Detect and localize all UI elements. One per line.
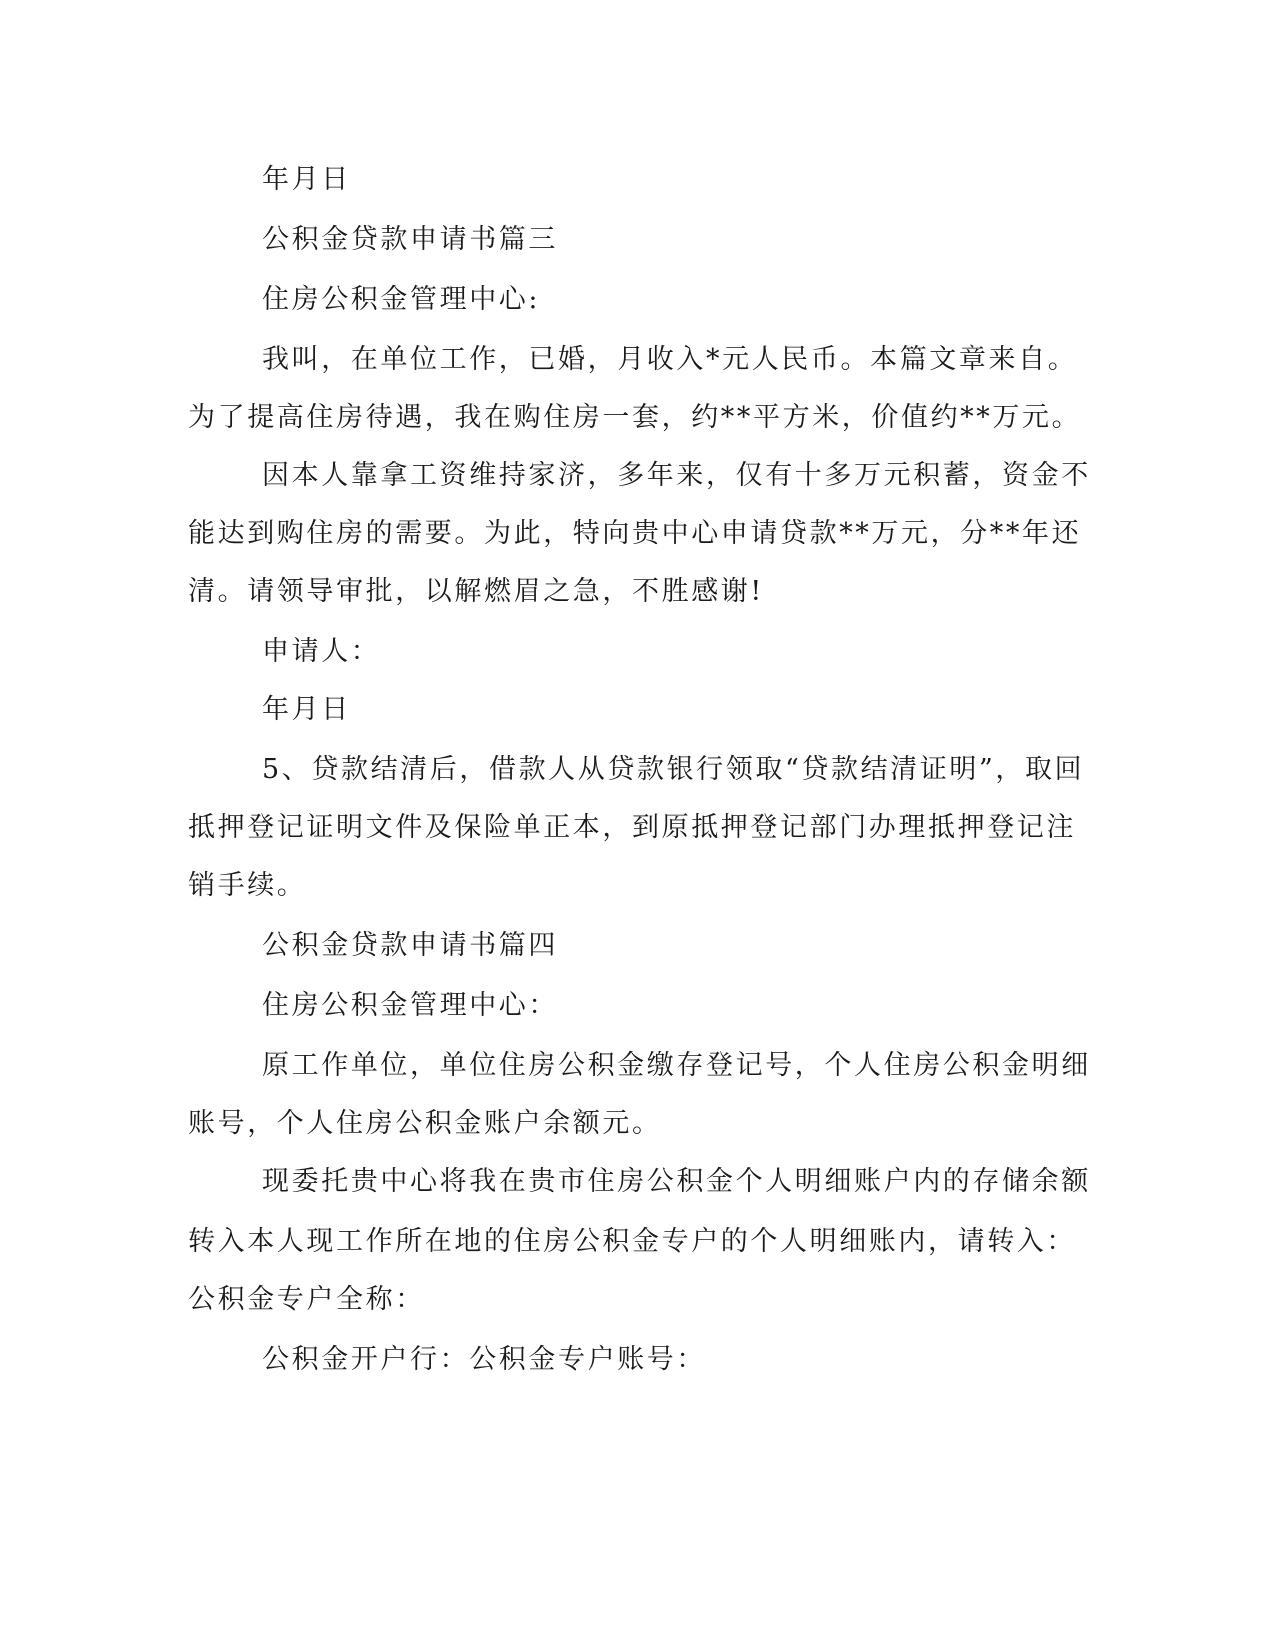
date-line: 年月日 <box>262 694 351 725</box>
paragraph-line: 能达到购住房的需要。为此，特向贵中心申请贷款**万元，分**年还 <box>188 518 1082 549</box>
paragraph-line: 我叫，在单位工作，已婚，月收入*元人民币。本篇文章来自。 <box>262 344 1078 375</box>
paragraph-line: 抵押登记证明文件及保险单正本，到原抵押登记部门办理抵押登记注 <box>188 812 1076 843</box>
applicant-line: 申请人： <box>262 636 381 667</box>
paragraph-line: 销手续。 <box>188 870 307 901</box>
paragraph-line: 为了提高住房待遇，我在购住房一套，约**平方米，价值约**万元。 <box>188 402 1082 433</box>
paragraph-line: 因本人靠拿工资维持家济，多年来，仅有十多万元积蓄，资金不 <box>262 460 1091 491</box>
paragraph-line: 5、贷款结清后，借款人从贷款银行领取“贷款结清证明”，取回 <box>262 754 1085 785</box>
paragraph-line: 现委托贵中心将我在贵市住房公积金个人明细账户内的存储余额 <box>262 1166 1091 1197</box>
recipient-line: 住房公积金管理中心: <box>262 284 541 315</box>
section-title-4: 公积金贷款申请书篇四 <box>262 930 558 961</box>
paragraph-line: 原工作单位，单位住房公积金缴存登记号，个人住房公积金明细 <box>262 1050 1091 1081</box>
bank-account-line: 公积金开户行：公积金专户账号： <box>262 1344 706 1375</box>
account-name-line: 公积金专户全称： <box>188 1284 425 1315</box>
date-line: 年月日 <box>262 164 351 195</box>
section-title-3: 公积金贷款申请书篇三 <box>262 224 558 255</box>
paragraph-line: 账号，个人住房公积金账户余额元。 <box>188 1108 662 1139</box>
paragraph-line: 清。请领导审批，以解燃眉之急，不胜感谢! <box>188 576 764 607</box>
paragraph-line: 转入本人现工作所在地的住房公积金专户的个人明细账内，请转入： <box>188 1226 1076 1257</box>
recipient-line: 住房公积金管理中心： <box>262 990 558 1021</box>
